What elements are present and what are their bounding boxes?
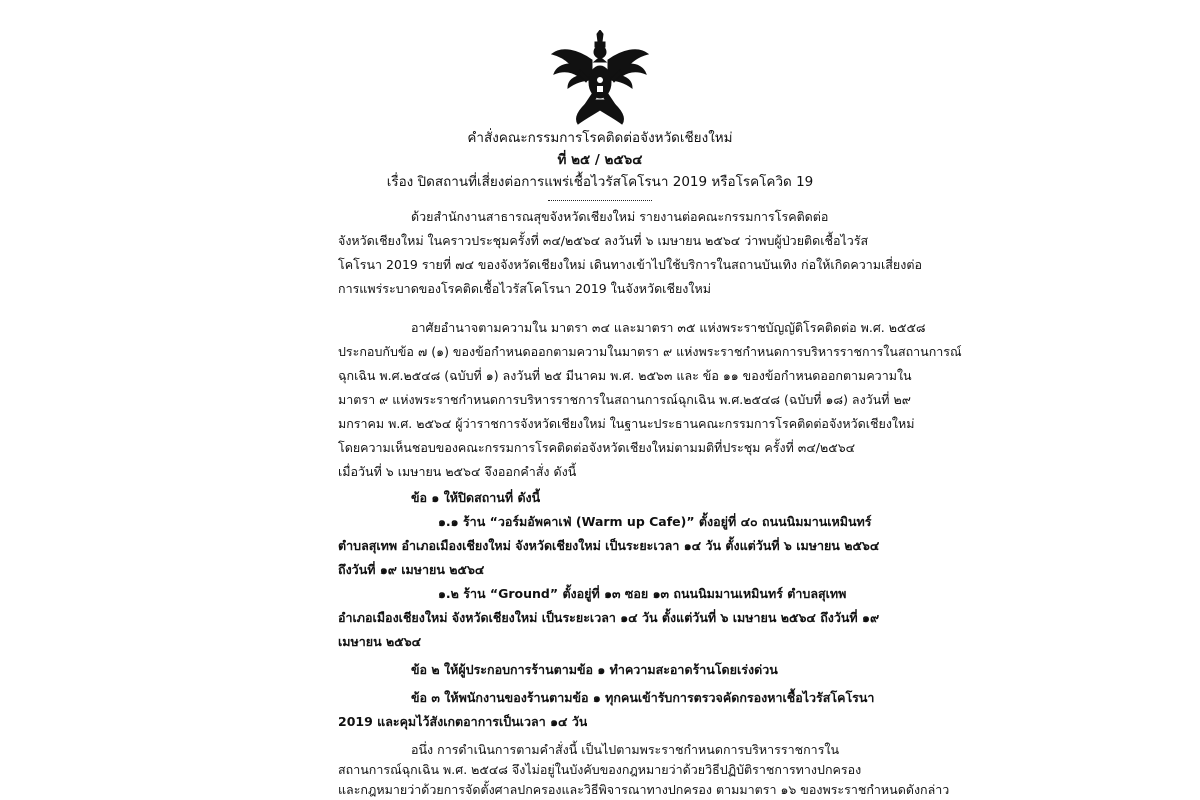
paragraph-line: จังหวัดเชียงใหม่ ในคราวประชุมครั้งที่ ๓๔/๒๕๖๔ ลงวันที่ ๖ เมษายน ๒๕๖๔ ว่าพบผู้ป่วยติดเชื้อไวรัส [338, 233, 869, 248]
paragraph-line: อาศัยอำนาจตามความใน มาตรา ๓๔ และมาตรา ๓๕ แห่งพระราชบัญญัติโรคติดต่อ พ.ศ. ๒๕๕๘ [411, 320, 926, 335]
paragraph-line: มาตรา ๙ แห่งพระราชกำหนดการบริหารราชการในสถานการณ์ฉุกเฉิน พ.ศ.๒๕๔๘ (ฉบับที่ ๑๘) ลงวันที่ ๒๙ [338, 392, 911, 407]
paragraph-line: มกราคม พ.ศ. ๒๕๖๔ ผู้ว่าราชการจังหวัดเชียงใหม่ ในฐานะประธานคณะกรรมการโรคติดต่อจังหวัดเชียงใหม่ [338, 416, 915, 431]
header-divider [548, 200, 652, 201]
clause-heading: ข้อ ๓ ให้พนักงานของร้านตามข้อ ๑ ทุกคนเข้ารับการตรวจคัดกรองหาเชื้อไวรัสโคโรนา [411, 690, 875, 705]
order-number: ที่ ๒๕ / ๒๕๖๔ [557, 152, 643, 168]
clause-item: ๑.๒ ร้าน “Ground” ตั้งอยู่ที่ ๑๓ ซอย ๑๓ ถนนนิมมานเหมินทร์ ตำบลสุเทพ [438, 586, 847, 601]
paragraph-line: และกฎหมายว่าด้วยการจัดตั้งศาลปกครองและวิธีพิจารณาทางปกครอง ตามมาตรา ๑๖ ของพระราชกำหนดดังกล่าว [338, 782, 950, 797]
clause-item: เมษายน ๒๕๖๔ [338, 634, 422, 649]
garuda-emblem-icon [548, 30, 652, 126]
paragraph-line: โคโรนา 2019 รายที่ ๗๔ ของจังหวัดเชียงใหม่ เดินทางเข้าไปใช้บริการในสถานบันเทิง ก่อให้เกิดความเสี่ยงต่อ [338, 257, 922, 272]
clause-item: ถึงวันที่ ๑๙ เมษายน ๒๕๖๔ [338, 562, 485, 577]
clause-item: ๑.๑ ร้าน “วอร์มอัพคาเฟ่ (Warm up Cafe)” ตั้งอยู่ที่ ๔๐ ถนนนิมมานเหมินทร์ [438, 514, 872, 529]
clause-heading: ข้อ ๑ ให้ปิดสถานที่ ดังนี้ [411, 490, 541, 505]
clause-item: ตำบลสุเทพ อำเภอเมืองเชียงใหม่ จังหวัดเชียงใหม่ เป็นระยะเวลา ๑๔ วัน ตั้งแต่วันที่ ๖ เมษายน ๒๕๖๔ [338, 538, 880, 553]
paragraph-line: เมื่อวันที่ ๖ เมษายน ๒๕๖๔ จึงออกคำสั่ง ดังนี้ [338, 464, 577, 479]
order-title: คำสั่งคณะกรรมการโรคติดต่อจังหวัดเชียงใหม่ [467, 130, 733, 146]
paragraph-line: ด้วยสำนักงานสาธารณสุขจังหวัดเชียงใหม่ รายงานต่อคณะกรรมการโรคติดต่อ [411, 209, 829, 224]
paragraph-line: ฉุกเฉิน พ.ศ.๒๕๔๘ (ฉบับที่ ๑) ลงวันที่ ๒๕ มีนาคม พ.ศ. ๒๕๖๓ และ ข้อ ๑๑ ของข้อกำหนดออกตามความใน [338, 368, 912, 383]
paragraph-line: อนึ่ง การดำเนินการตามคำสั่งนี้ เป็นไปตามพระราชกำหนดการบริหารราชการใน [411, 742, 840, 757]
paragraph-line: สถานการณ์ฉุกเฉิน พ.ศ. ๒๕๔๘ จึงไม่อยู่ในบังคับของกฎหมายว่าด้วยวิธีปฏิบัติราชการทางปกครอง [338, 762, 862, 777]
clause-item: อำเภอเมืองเชียงใหม่ จังหวัดเชียงใหม่ เป็นระยะเวลา ๑๔ วัน ตั้งแต่วันที่ ๖ เมษายน ๒๕๖๔ ถึงวันที่ ๑๙ [338, 610, 880, 625]
clause-heading: ข้อ ๒ ให้ผู้ประกอบการร้านตามข้อ ๑ ทำความสะอาดร้านโดยเร่งด่วน [411, 662, 778, 677]
paragraph-line: การแพร่ระบาดของโรคติดเชื้อไวรัสโคโรนา 2019 ในจังหวัดเชียงใหม่ [338, 281, 711, 296]
paragraph-line: โดยความเห็นชอบของคณะกรรมการโรคติดต่อจังหวัดเชียงใหม่ตามมติที่ประชุม ครั้งที่ ๓๔/๒๕๖๔ [338, 440, 856, 455]
paragraph-line: ประกอบกับข้อ ๗ (๑) ของข้อกำหนดออกตามความในมาตรา ๙ แห่งพระราชกำหนดการบริหารราชการในสถานการณ์ [338, 344, 962, 359]
clause-item: 2019 และคุมไว้สังเกตอาการเป็นเวลา ๑๔ วัน [338, 714, 588, 729]
order-subject: เรื่อง ปิดสถานที่เสี่ยงต่อการแพร่เชื้อไวรัสโคโรนา 2019 หรือโรคโควิด 19 [386, 174, 814, 190]
